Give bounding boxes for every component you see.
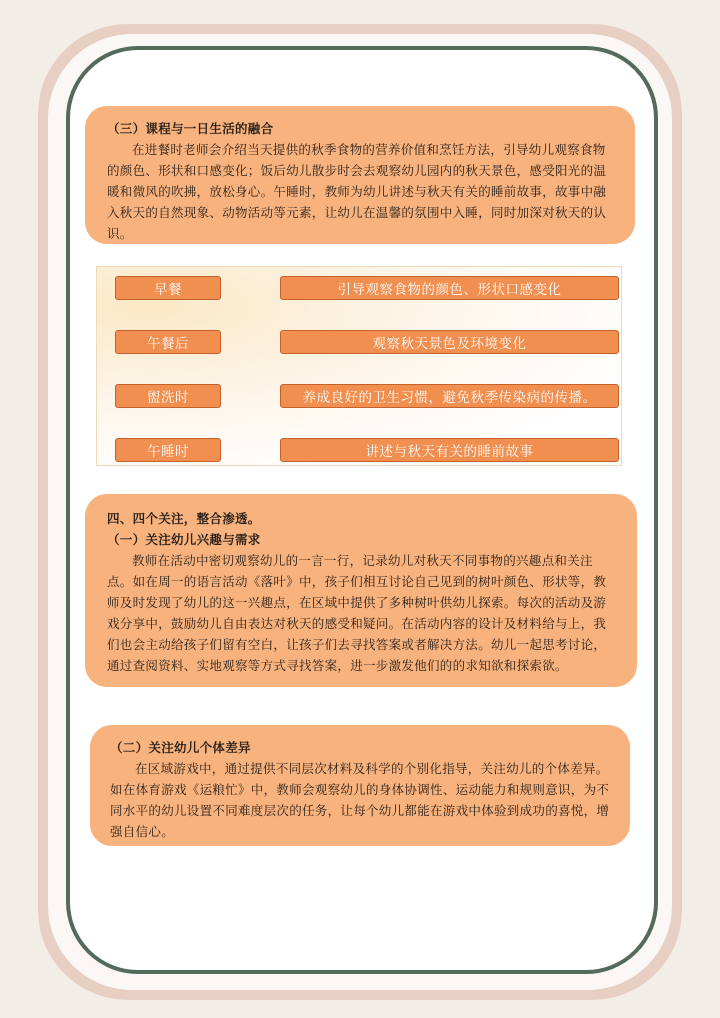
section-body: 在进餐时老师会介绍当天提供的秋季食物的营养价值和烹饪方法，引导幼儿观察食物的颜色、形状和口感变化；饭后幼儿散步时会去观察幼儿园内的秋天景色，感受阳光的温暖和微风的吹拂，放松身心。午睡时，教师为幼儿讲述与秋天有关的睡前故事，故事中融入秋天的自然现象、动物活动等元素，让幼儿在温馨的氛围中入睡，同时加深对秋天的认识。 [107, 142, 607, 241]
section-title: （三）课程与一日生活的融合 [107, 121, 274, 136]
section-subtitle: （一）关注幼儿兴趣与需求 [107, 532, 261, 547]
schedule-activity: 讲述与秋天有关的睡前故事 [280, 438, 619, 462]
schedule-time: 早餐 [115, 276, 221, 300]
daily-schedule-table [96, 266, 622, 466]
schedule-time: 午睡时 [115, 438, 221, 462]
schedule-activity: 观察秋天景色及环境变化 [280, 330, 619, 354]
schedule-time: 盥洗时 [115, 384, 221, 408]
schedule-time: 午餐后 [115, 330, 221, 354]
section-heading: 四、四个关注，整合渗透。 [107, 511, 261, 526]
section-body: 在区域游戏中，通过提供不同层次材料及科学的个别化指导，关注幼儿的个体差异。如在体育游戏《运粮忙》中，教师会观察幼儿的身体协调性、运动能力和规则意识，为不同水平的幼儿设置不同难度层次的任务，让每个幼儿都能在游戏中体验到成功的喜悦，增强自信心。 [110, 761, 610, 839]
schedule-activity: 养成良好的卫生习惯，避免秋季传染病的传播。 [280, 384, 619, 408]
section-title: （二）关注幼儿个体差异 [110, 740, 251, 755]
individual-differences-card [90, 725, 630, 846]
curriculum-integration-card [85, 106, 635, 244]
section-body: 教师在活动中密切观察幼儿的一言一行，记录幼儿对秋天不同事物的兴趣点和关注点。如在周一的语言活动《落叶》中，孩子们相互讨论自己见到的树叶颜色、形状等，教师及时发现了幼儿的这一兴趣点，在区域中提供了多种树叶供幼儿探索。每次的活动及游戏分享中，鼓励幼儿自由表达对秋天的感受和疑问。在活动内容的设计及材料给与上，我们也会主动给孩子们留有空白，让孩子们去寻找答案或者解决方法。幼儿一起思考讨论，通过查阅资料、实地观察等方式寻找答案，进一步激发他们的的求知欲和探索欲。 [107, 553, 607, 673]
four-focus-card [85, 494, 637, 687]
schedule-activity: 引导观察食物的颜色、形状口感变化 [280, 276, 619, 300]
